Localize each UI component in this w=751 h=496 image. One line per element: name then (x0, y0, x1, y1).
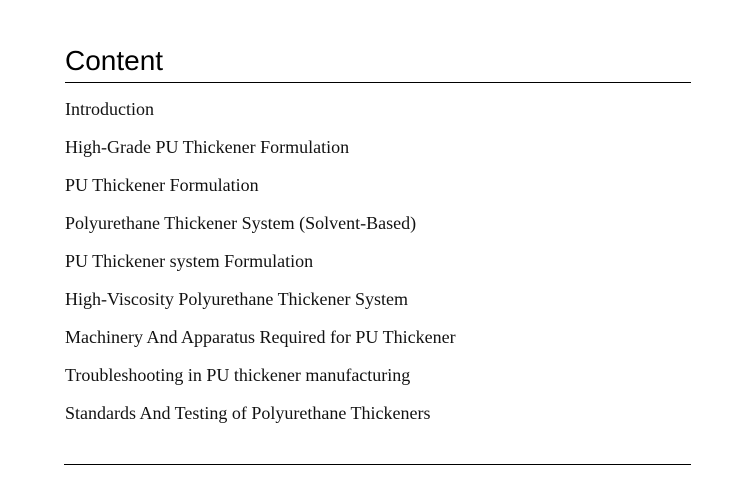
footer-divider (64, 464, 691, 465)
toc-item-high-grade-formulation[interactable]: High-Grade PU Thickener Formulation (65, 137, 350, 157)
toc-item-standards-testing[interactable]: Standards And Testing of Polyurethane Thickeners (65, 403, 431, 423)
toc-item-machinery-apparatus[interactable]: Machinery And Apparatus Required for PU Thickener (65, 327, 456, 347)
toc-item-solvent-based-system[interactable]: Polyurethane Thickener System (Solvent-Based) (65, 213, 417, 233)
toc-item-troubleshooting[interactable]: Troubleshooting in PU thickener manufacturing (65, 365, 411, 385)
heading-divider (65, 82, 691, 83)
toc-heading: Content (65, 45, 164, 76)
toc-item-high-viscosity-system[interactable]: High-Viscosity Polyurethane Thickener System (65, 289, 409, 309)
toc-item-introduction[interactable]: Introduction (65, 99, 154, 119)
toc-item-system-formulation[interactable]: PU Thickener system Formulation (65, 251, 314, 271)
toc-list (65, 98, 456, 440)
toc-item-pu-thickener-formulation[interactable]: PU Thickener Formulation (65, 175, 259, 195)
